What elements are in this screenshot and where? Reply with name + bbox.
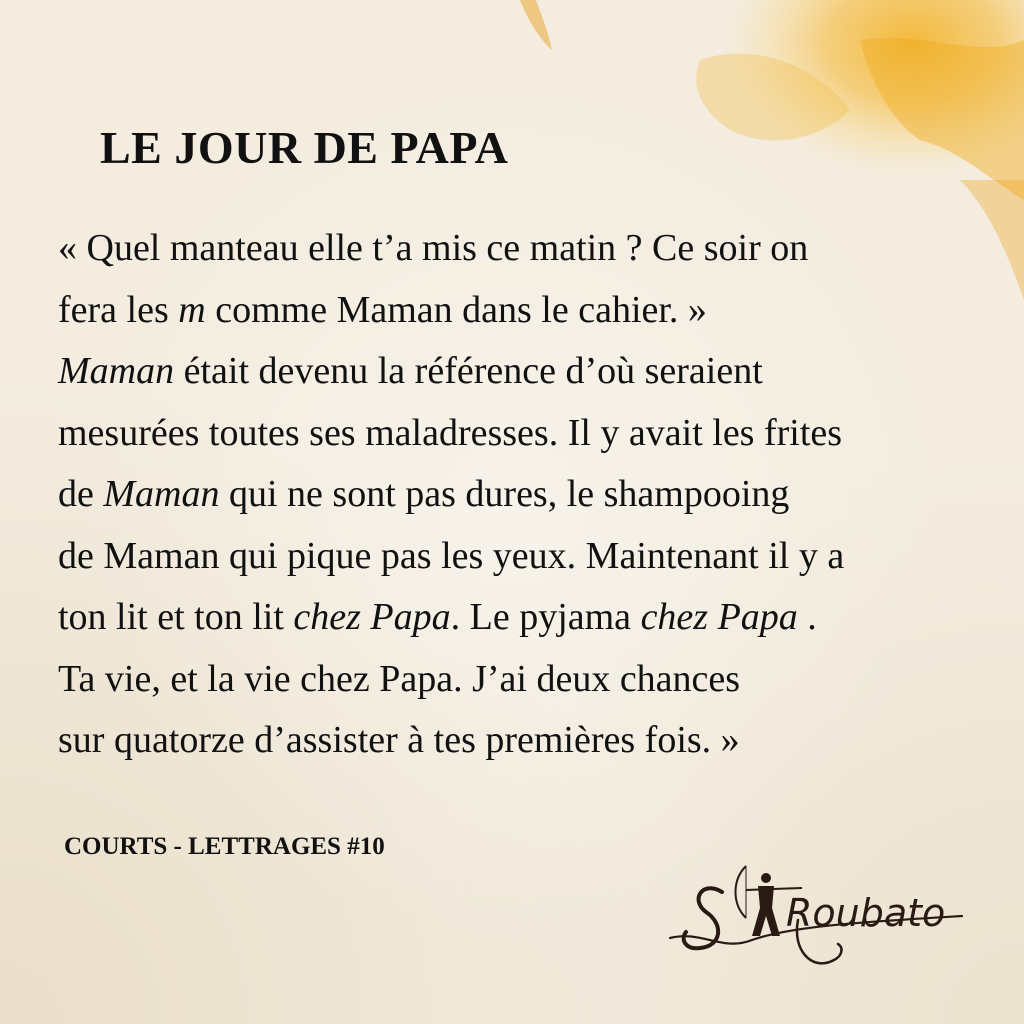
signature-text: Roubato <box>786 891 946 935</box>
text-line: Ta vie, et la vie chez Papa. J’ai deux chances <box>58 657 741 700</box>
italic-segment: Maman <box>58 350 175 392</box>
italic-segment: chez Papa <box>640 596 798 638</box>
page-title: LE JOUR DE PAPA <box>100 122 509 173</box>
text-segment: . <box>797 596 817 638</box>
italic-segment: m <box>178 288 206 331</box>
text-line: sur quatorze d’assister à tes premières fois. » <box>58 719 740 761</box>
text-line: « Quel manteau elle t’a mis ce matin ? Ce soir on <box>58 227 809 269</box>
text-line: de Maman qui pique pas les yeux. Maintenant il y a <box>58 534 845 577</box>
text-segment: comme Maman dans le cahier. » <box>205 288 707 331</box>
italic-segment: Maman <box>103 473 220 515</box>
text-line <box>58 464 1018 526</box>
text-line <box>58 587 1018 649</box>
quote-text <box>58 218 1018 772</box>
text-segment: était devenu la référence d’où seraient <box>174 350 763 392</box>
text-segment: qui ne sont pas dures, le shampooing <box>219 473 790 515</box>
signature-logo <box>662 860 982 980</box>
text-line <box>58 341 1018 403</box>
italic-segment: chez Papa <box>293 596 451 638</box>
text-line: mesurées toutes ses maladresses. Il y avait les frites <box>58 411 843 454</box>
text-segment: ton lit et ton lit <box>58 596 294 638</box>
text-segment: . Le pyjama <box>450 596 641 638</box>
text-line <box>58 280 1018 342</box>
series-label: COURTS - LETTRAGES #10 <box>64 833 385 860</box>
text-segment: fera les <box>58 288 179 331</box>
text-segment: de <box>58 473 104 515</box>
